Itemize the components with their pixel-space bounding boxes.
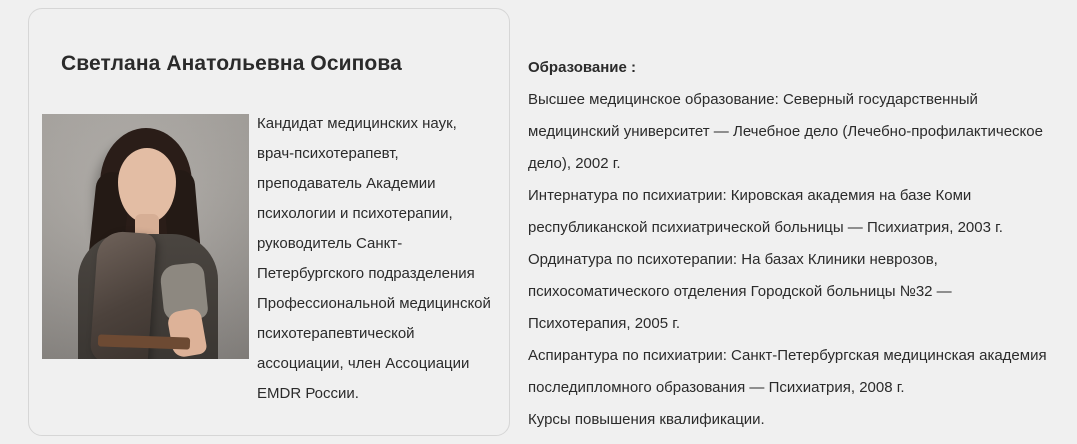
education-paragraph: Интернатура по психиатрии: Кировская академия на базе Коми республиканской психиатрической больницы — Психиатрия, 2003 г. <box>528 187 1003 236</box>
profile-bio-text: Кандидат медицинских наук, врач-психотерапевт, преподаватель Академии психологии и психотерапии, руководитель Санкт-Петербургского подразделения Профессиональной медицинской психотерапевтической ассоциации, член Ассоциации EMDR России. <box>257 115 491 402</box>
avatar <box>42 114 249 359</box>
portrait-photo <box>42 114 249 359</box>
education-paragraph: Курсы повышения квалификации. <box>528 411 765 428</box>
profile-card <box>28 8 510 436</box>
education-heading: Образование : <box>528 59 637 76</box>
page-title: Светлана Анатольевна Осипова <box>61 52 402 75</box>
education-paragraph: Ординатура по психотерапии: На базах Клиники неврозов, психосоматического отделения Городской больницы №32 — Психотерапия, 2005 г. <box>528 251 952 332</box>
education-paragraph: Высшее медицинское образование: Северный государственный медицинский университет — Лечебное дело (Лечебно-профилактическое дело), 2002 г. <box>528 91 1043 172</box>
photo-face-shape <box>118 148 176 222</box>
education-section <box>528 52 1048 436</box>
education-paragraph: Аспирантура по психиатрии: Санкт-Петербургская медицинская академия последипломного образования — Психиатрия, 2008 г. <box>528 347 1047 396</box>
